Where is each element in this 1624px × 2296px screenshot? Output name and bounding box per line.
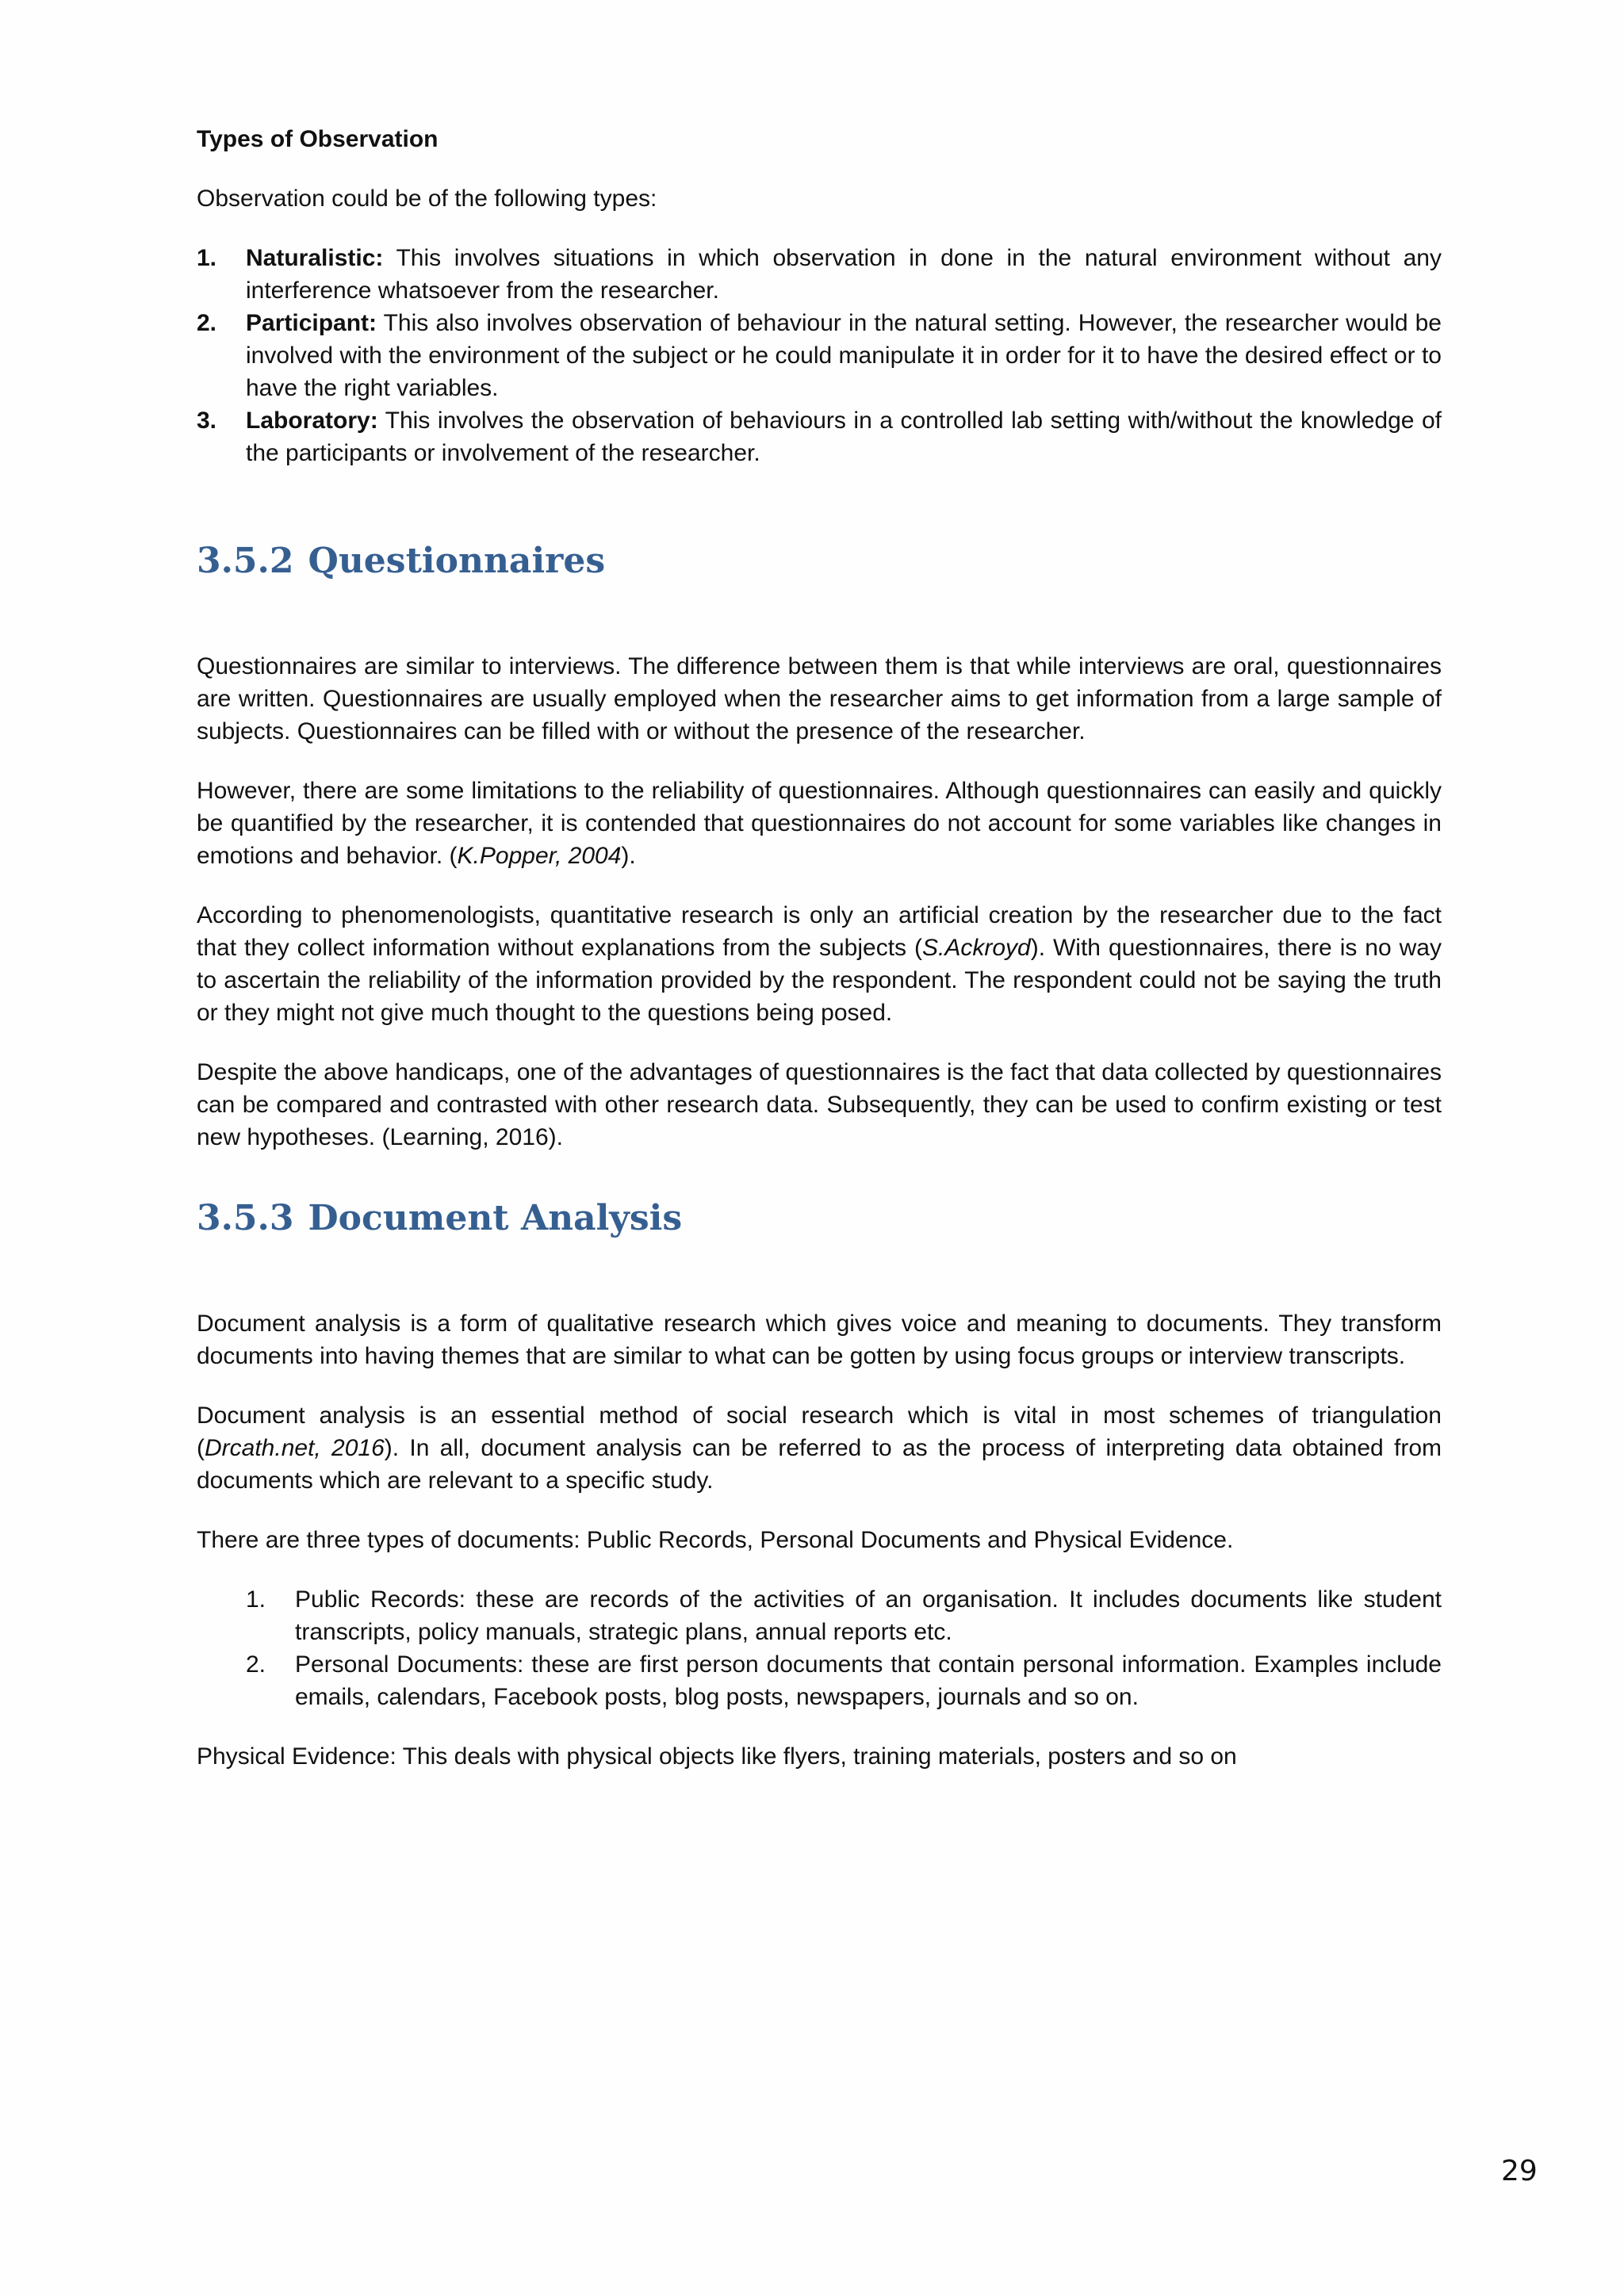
list-number: 2. (197, 310, 217, 336)
paragraph-text: According to phenomenologists, quantitative research is only an artificial creation by the researcher due to the fact that they collect information without explanations from the subjects ( (197, 902, 1442, 961)
paragraph-text: Document analysis is an essential method of social research which is vital in most schemes of triangulation ( (197, 1402, 1442, 1461)
paragraph-text: However, there are some limitations to the reliability of questionnaires. Although questionnaires can easily and quickly be quantified by the researcher, it is contended that questionnaires do not account for some variables like changes in emotions and behavior. ( (197, 778, 1442, 869)
paragraph-text: ). With questionnaires, there is no way to ascertain the reliability of the information provided by the respondent. The respondent could not be saying the truth or they might not give much thought to the questions being posed. (197, 935, 1442, 1026)
document-analysis-paragraph-4: Physical Evidence: This deals with physical objects like flyers, training materials, posters and so on (197, 1743, 1237, 1770)
list-text: This involves the observation of behaviours in a controlled lab setting with/without the knowledge of the participants or involvement of the researcher. (246, 408, 1442, 466)
list-item (197, 404, 1442, 469)
questionnaires-paragraph-1: Questionnaires are similar to interviews. The difference between them is that while interviews are oral, questionnaires are written. Questionnaires are usually employed when the researcher aims to get information from a large sample of subjects. Questionnaires can be filled with or without the presence of the researcher. (197, 653, 1442, 744)
list-item (246, 1648, 1442, 1713)
document-analysis-paragraph-3: There are three types of documents: Public Records, Personal Documents and Physical Evidence. (197, 1527, 1234, 1553)
section-title: Questionnaires (308, 541, 606, 581)
list-term: Laboratory: (246, 408, 378, 434)
list-text: This involves situations in which observation in done in the natural environment without any interference whatsoever from the researcher. (246, 245, 1442, 304)
list-number: 1. (197, 245, 217, 271)
list-item (197, 242, 1442, 307)
section-number: 3.5.3 (197, 1198, 294, 1238)
section-heading-questionnaires (197, 539, 1442, 584)
citation: S.Ackroyd (922, 935, 1031, 961)
observation-intro: Observation could be of the following types: (197, 186, 657, 212)
list-number: 2. (246, 1651, 266, 1678)
document-analysis-paragraph-2 (197, 1399, 1442, 1497)
list-item (246, 1583, 1442, 1648)
document-analysis-paragraph-1: Document analysis is a form of qualitative research which gives voice and meaning to documents. They transform documents into having themes that are similar to what can be gotten by using focus groups or interview transcripts. (197, 1311, 1442, 1369)
section-title: Document Analysis (308, 1198, 683, 1238)
page-content (197, 123, 1442, 1800)
list-number: 3. (197, 408, 217, 434)
list-text: Public Records: these are records of the activities of an organisation. It includes documents like student transcripts, policy manuals, strategic plans, annual reports etc. (295, 1586, 1442, 1645)
page-number: 29 (1501, 2155, 1538, 2187)
section-number: 3.5.2 (197, 541, 294, 581)
list-text: Personal Documents: these are first person documents that contain personal information. Examples include emails, calendars, Facebook posts, blog posts, newspapers, journals and so on. (295, 1651, 1442, 1710)
list-item (197, 307, 1442, 404)
observation-types-list (197, 242, 1442, 469)
citation: Drcath.net, 2016 (205, 1435, 385, 1461)
document-types-list (246, 1583, 1442, 1713)
section-heading-document-analysis (197, 1196, 1442, 1241)
list-number: 1. (246, 1586, 266, 1613)
list-term: Naturalistic: (246, 245, 384, 271)
paragraph-text: ). (621, 843, 636, 869)
observation-heading: Types of Observation (197, 126, 439, 152)
citation: K.Popper, 2004 (457, 843, 622, 869)
list-term: Participant: (246, 310, 377, 336)
paragraph-text: ). In all, document analysis can be referred to as the process of interpreting data obtained from documents which are relevant to a specific study. (197, 1435, 1442, 1494)
questionnaires-paragraph-4: Despite the above handicaps, one of the advantages of questionnaires is the fact that data collected by questionnaires can be compared and contrasted with other research data. Subsequently, they can be used to confirm existing or test new hypotheses. (Learning, 2016). (197, 1059, 1442, 1150)
list-text: This also involves observation of behaviour in the natural setting. However, the researcher would be involved with the environment of the subject or he could manipulate it in order for it to have the desired effect or to have the right variables. (246, 310, 1442, 401)
questionnaires-paragraph-2 (197, 775, 1442, 872)
questionnaires-paragraph-3 (197, 899, 1442, 1029)
